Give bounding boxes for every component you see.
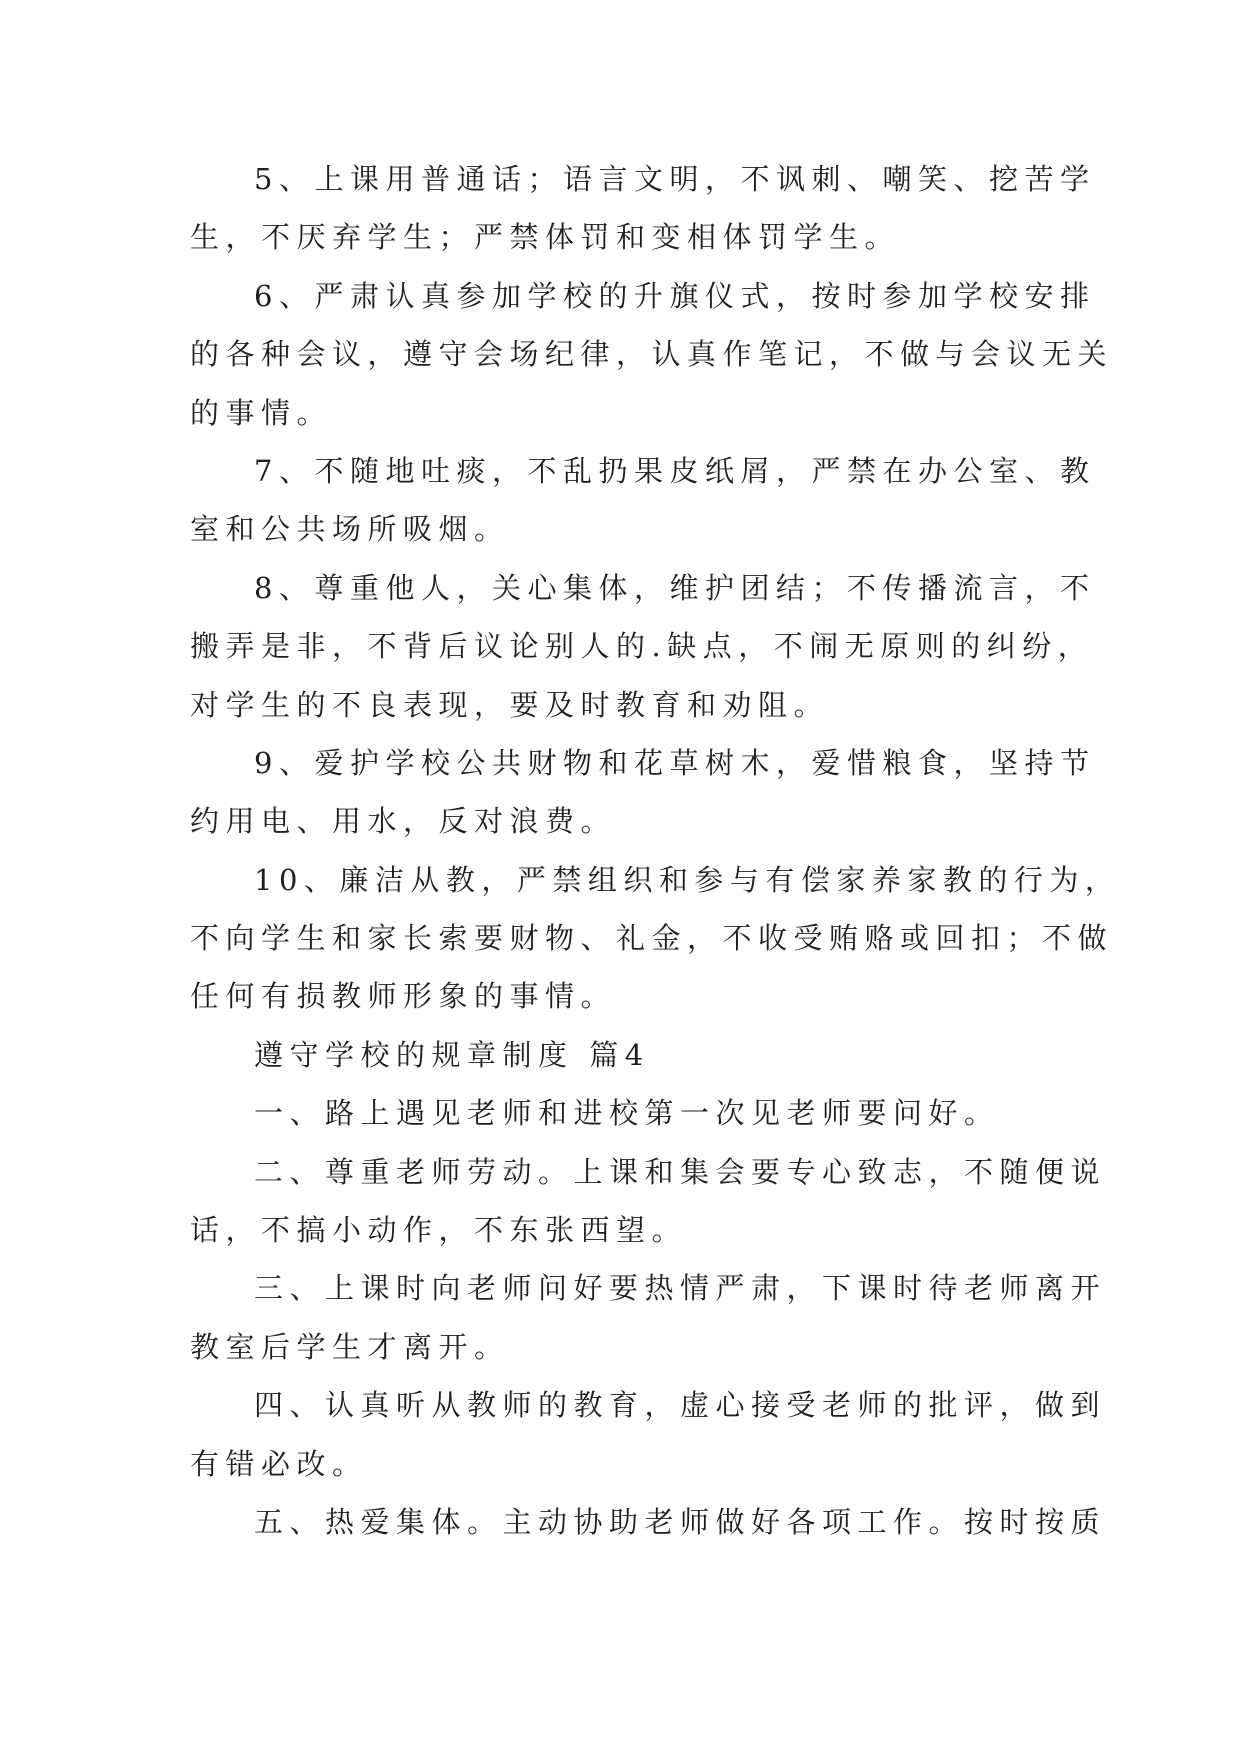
text-line: 的各种会议，遵守会场纪律，认真作笔记，不做与会议无关 bbox=[190, 337, 1114, 372]
text-line: 话，不搞小动作，不东张西望。 bbox=[190, 1213, 688, 1248]
text-line: 五、热爱集体。主动协助老师做好各项工作。按时按质 bbox=[254, 1504, 1107, 1539]
text-line: 教室后学生才离开。 bbox=[190, 1329, 510, 1364]
text-line: 二、尊重老师劳动。上课和集会要专心致志，不随便说 bbox=[254, 1154, 1107, 1189]
text-line: 9、爱护学校公共财物和花草树木，爱惜粮食，坚持节 bbox=[254, 745, 1096, 780]
text-line: 生，不厌弃学生；严禁体罚和变相体罚学生。 bbox=[190, 220, 901, 255]
text-line: 四、认真听从教师的教育，虚心接受老师的批评，做到 bbox=[254, 1388, 1107, 1423]
section-heading: 遵守学校的规章制度 篇4 bbox=[254, 1037, 650, 1072]
text-line: 7、不随地吐痰，不乱扔果皮纸屑，严禁在办公室、教 bbox=[254, 453, 1096, 488]
text-line: 6、严肃认真参加学校的升旗仪式，按时参加学校安排 bbox=[254, 278, 1096, 313]
text-line: 一、路上遇见老师和进校第一次见老师要问好。 bbox=[254, 1096, 1000, 1131]
text-line: 有错必改。 bbox=[190, 1446, 368, 1481]
text-line: 8、尊重他人，关心集体，维护团结；不传播流言，不 bbox=[254, 570, 1096, 605]
text-line: 三、上课时向老师问好要热情严肃，下课时待老师离开 bbox=[254, 1271, 1107, 1306]
text-line: 搬弄是非，不背后议论别人的.缺点，不闹无原则的纠纷， bbox=[190, 629, 1094, 664]
text-line: 对学生的不良表现，要及时教育和劝阻。 bbox=[190, 687, 830, 722]
text-line: 任何有损教师形象的事情。 bbox=[190, 979, 617, 1014]
text-line: 不向学生和家长索要财物、礼金，不收受贿赂或回扣；不做 bbox=[190, 921, 1114, 956]
text-line: 10、廉洁从教，严禁组织和参与有偿家养家教的行为， bbox=[254, 862, 1121, 897]
text-line: 室和公共场所吸烟。 bbox=[190, 512, 510, 547]
document-body bbox=[190, 150, 1121, 1551]
text-line: 约用电、用水，反对浪费。 bbox=[190, 804, 617, 839]
text-line: 5、上课用普通话；语言文明，不讽刺、嘲笑、挖苦学 bbox=[254, 162, 1096, 196]
text-line: 的事情。 bbox=[190, 395, 333, 430]
